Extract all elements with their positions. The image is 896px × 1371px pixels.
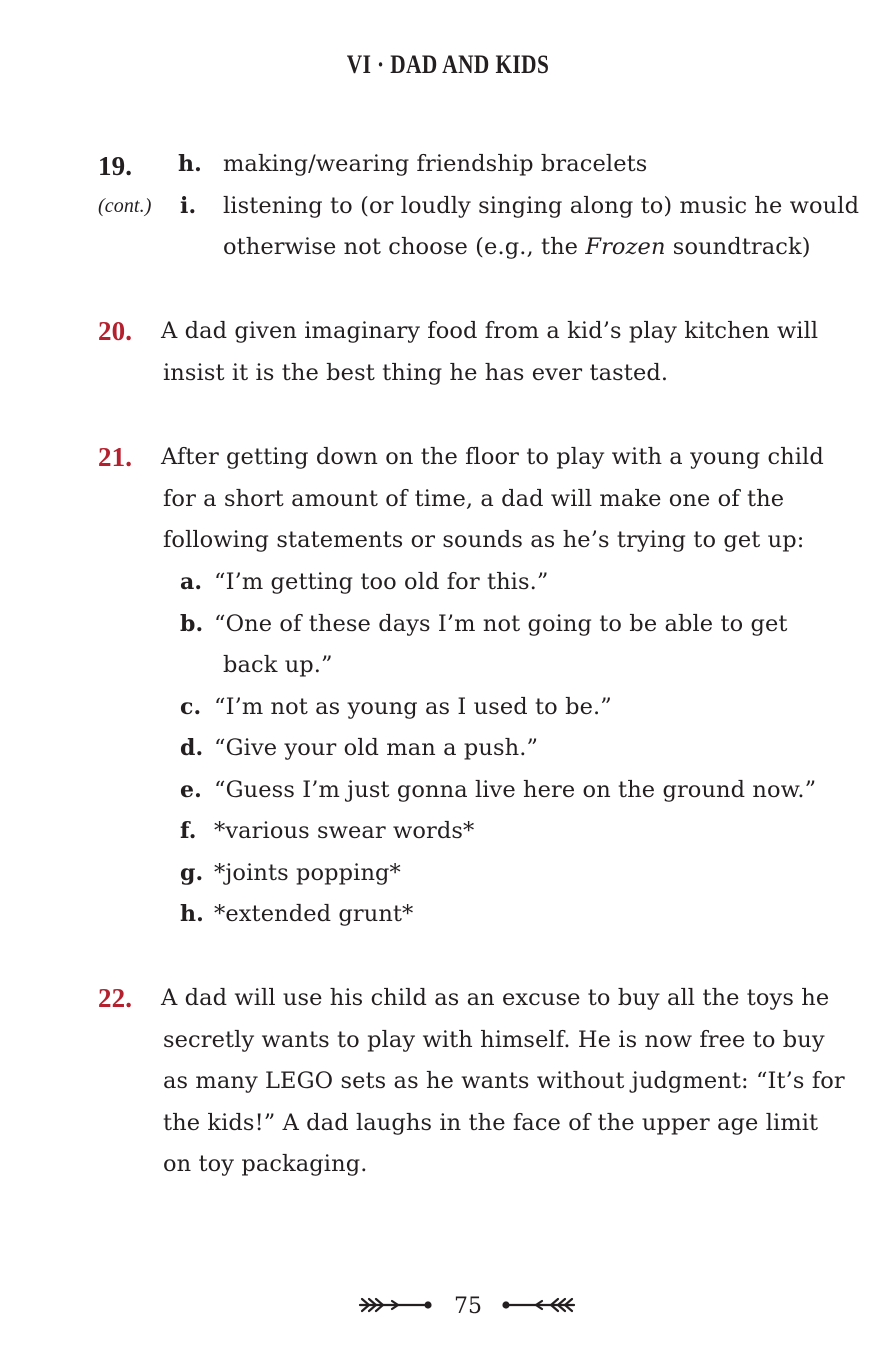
text-line: A dad given imaginary food from a kid’s play kitchen will — [161, 318, 819, 344]
list-item — [0, 144, 896, 186]
list-item — [0, 687, 896, 729]
item-text: “Guess I’m just gonna live here on the ground now.” — [214, 776, 817, 803]
page-number: 75 — [454, 1294, 482, 1319]
list-item — [0, 604, 896, 646]
list-item — [0, 728, 896, 770]
item-letter: b. — [180, 610, 204, 637]
left-arrow-ornament-icon — [358, 1290, 438, 1320]
text-line: for a short amount of time, a dad will make one of the — [163, 485, 785, 512]
entry-number: 19. — [98, 151, 133, 181]
text-line: as many LEGO sets as he wants without judgment: “It’s for — [163, 1068, 845, 1094]
item-letter: i. — [180, 193, 197, 219]
right-arrow-ornament-icon — [496, 1290, 576, 1320]
list-item-continuation — [0, 645, 896, 687]
item-text: back up.” — [223, 652, 333, 678]
item-text: *extended grunt* — [214, 901, 414, 927]
text-line: on toy packaging. — [163, 1151, 368, 1177]
item-letter: a. — [180, 569, 203, 595]
item-text: listening to (or loudly singing along to) music he would — [223, 193, 860, 219]
item-letter: g. — [180, 859, 204, 886]
list-item — [0, 811, 896, 853]
list-item — [0, 562, 896, 604]
text-line: secretly wants to play with himself. He is now free to buy — [163, 1026, 825, 1053]
text-line: After getting down on the floor to play with a young child — [161, 444, 824, 470]
text-line: A dad will use his child as an excuse to buy all the toys he — [161, 985, 830, 1011]
item-letter: f. — [180, 818, 197, 844]
text-line: the kids!” A dad laughs in the face of the upper age limit — [163, 1109, 819, 1136]
continued-label: (cont.) — [98, 195, 152, 217]
item-text: “One of these days I’m not going to be able to get — [214, 610, 788, 637]
list-item-continuation — [0, 227, 896, 269]
item-letter: e. — [180, 776, 202, 803]
text-line: insist it is the best thing he has ever tasted. — [163, 359, 669, 386]
item-letter: c. — [180, 693, 202, 720]
item-text: *joints popping* — [214, 859, 401, 886]
entry-number: 21. — [98, 442, 133, 472]
entry-body — [161, 978, 845, 1186]
page-footer — [0, 1290, 896, 1330]
sub-list — [0, 562, 896, 936]
list-item — [0, 853, 896, 895]
item-letter: d. — [180, 735, 204, 761]
item-letter: h. — [178, 151, 202, 177]
item-text: “Give your old man a push.” — [214, 735, 539, 761]
list-item — [0, 894, 896, 936]
emphasis-text: Frozen — [585, 234, 666, 260]
chapter-header: VI · DAD AND KIDS — [346, 50, 550, 79]
item-text: *various swear words* — [214, 818, 475, 844]
text-line: following statements or sounds as he’s trying to get up: — [163, 527, 805, 553]
item-text: “I’m not as young as I used to be.” — [214, 693, 612, 720]
item-text: “I’m getting too old for this.” — [214, 569, 549, 595]
entry-body — [161, 311, 841, 394]
list-item — [0, 770, 896, 812]
item-letter: h. — [180, 901, 204, 927]
entry-number: 22. — [98, 983, 133, 1013]
list-item — [0, 186, 896, 228]
entry-body — [161, 437, 841, 562]
item-text: otherwise not choose (e.g., the Frozen soundtrack) — [223, 234, 811, 260]
entry-number: 20. — [98, 316, 133, 346]
item-text: making/wearing friendship bracelets — [223, 151, 648, 177]
